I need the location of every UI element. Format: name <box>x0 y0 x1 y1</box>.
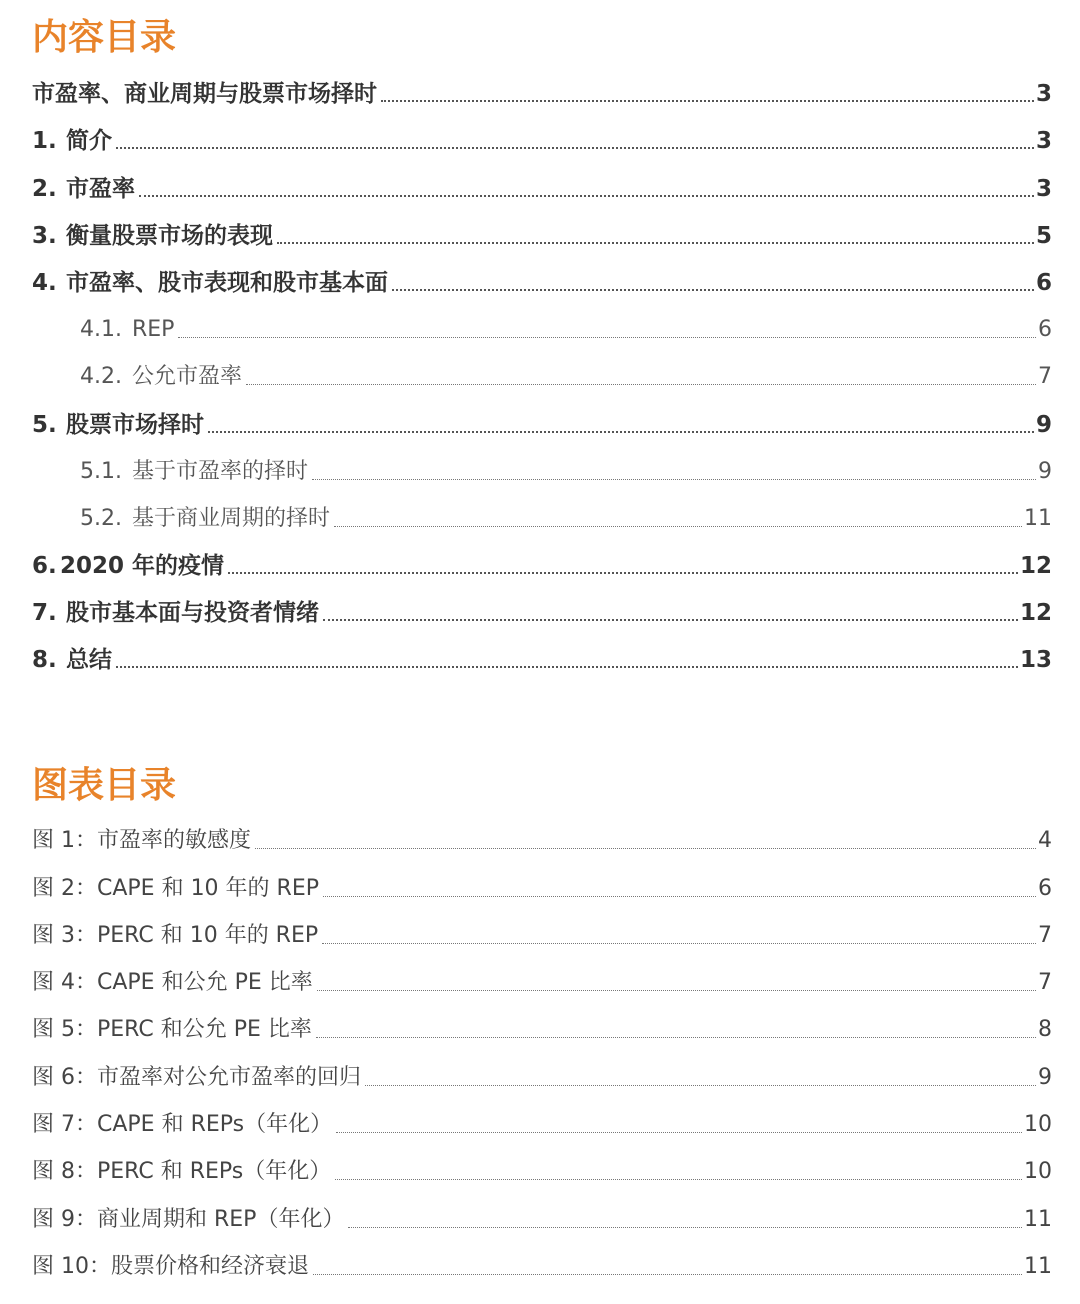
figure-title: CAPE 和 REPs（年化） <box>97 1112 333 1138</box>
toc-entry-page: 12 <box>1019 553 1052 580</box>
toc-entry-title: REP <box>132 317 175 343</box>
toc-entry[interactable] <box>32 259 1052 306</box>
dot-leader <box>335 1179 1022 1180</box>
dot-leader <box>228 572 1018 574</box>
toc-entry-page: 6 <box>1038 317 1052 343</box>
figure-page: 11 <box>1024 1253 1052 1279</box>
figure-entry[interactable] <box>32 1053 1052 1100</box>
figure-title: PERC 和公允 PE 比率 <box>97 1017 312 1043</box>
figure-title: PERC 和 10 年的 REP <box>97 922 319 948</box>
toc-entry-title: 市盈率、商业周期与股票市场择时 <box>32 81 377 108</box>
toc-entry-number: 8. <box>32 647 57 674</box>
toc-entry[interactable] <box>32 212 1052 259</box>
figure-label: 图 9： <box>32 1206 97 1232</box>
toc-entry-title: 市盈率 <box>66 175 135 202</box>
dot-leader <box>312 479 1036 480</box>
toc-entry-number: 4. <box>32 269 57 296</box>
figure-entry[interactable] <box>32 1243 1052 1290</box>
figure-label: 图 2： <box>32 875 97 901</box>
toc-entry-title: 2020 年的疫情 <box>60 553 225 580</box>
figure-title: 股票价格和经济衰退 <box>111 1253 310 1279</box>
dot-leader <box>392 289 1034 291</box>
dot-leader <box>178 337 1036 338</box>
figure-title: 商业周期和 REP（年化） <box>97 1206 345 1232</box>
figure-entry[interactable] <box>32 1195 1052 1242</box>
toc-entry[interactable] <box>32 117 1052 164</box>
toc-subentry[interactable] <box>32 448 1052 495</box>
toc-entry[interactable] <box>32 542 1052 589</box>
figure-title: 市盈率对公允市盈率的回归 <box>97 1064 362 1090</box>
figure-label: 图 5： <box>32 1017 97 1043</box>
figures-heading: 图表目录 <box>32 765 177 806</box>
dot-leader <box>336 1132 1022 1133</box>
toc-entry[interactable] <box>32 636 1052 683</box>
toc-entry-page: 3 <box>1035 175 1052 202</box>
figure-entry[interactable] <box>32 1101 1052 1148</box>
toc-subentry[interactable] <box>32 495 1052 542</box>
toc-entry-page: 9 <box>1035 411 1052 438</box>
dot-leader <box>116 147 1034 149</box>
figure-label: 图 6： <box>32 1064 97 1090</box>
dot-leader <box>381 100 1034 102</box>
toc-list <box>32 70 1052 683</box>
toc-entry-title: 总结 <box>66 647 112 674</box>
figure-page: 4 <box>1038 828 1052 854</box>
figure-label: 图 10： <box>32 1253 111 1279</box>
figure-entry[interactable] <box>32 864 1052 911</box>
dot-leader <box>323 619 1018 621</box>
toc-entry-title: 基于商业周期的择时 <box>132 505 331 531</box>
toc-entry-number: 7. <box>32 600 57 627</box>
toc-entry-number: 6. <box>32 553 57 580</box>
toc-subentry[interactable] <box>32 353 1052 400</box>
toc-entry[interactable] <box>32 164 1052 211</box>
dot-leader <box>208 431 1034 433</box>
dot-leader <box>348 1227 1022 1228</box>
toc-entry-page: 9 <box>1038 458 1052 484</box>
figure-page: 10 <box>1024 1159 1052 1185</box>
dot-leader <box>313 1274 1022 1275</box>
figure-title: CAPE 和 10 年的 REP <box>97 875 319 901</box>
dot-leader <box>246 384 1036 385</box>
figures-list <box>32 817 1052 1290</box>
figure-title: CAPE 和公允 PE 比率 <box>97 970 313 996</box>
figure-entry[interactable] <box>32 1006 1052 1053</box>
dot-leader <box>139 195 1034 197</box>
toc-entry-number: 5.1. <box>80 458 122 484</box>
dot-leader <box>323 896 1036 897</box>
toc-entry-number: 4.1. <box>80 317 122 343</box>
toc-subentry[interactable] <box>32 306 1052 353</box>
figure-page: 11 <box>1024 1206 1052 1232</box>
figure-entry[interactable] <box>32 1148 1052 1195</box>
toc-entry-page: 7 <box>1038 364 1052 390</box>
dot-leader <box>255 848 1036 849</box>
dot-leader <box>316 1037 1036 1038</box>
figure-page: 7 <box>1038 922 1052 948</box>
toc-entry-page: 12 <box>1019 600 1052 627</box>
toc-entry-title: 基于市盈率的择时 <box>132 458 309 484</box>
toc-entry-page: 6 <box>1035 269 1052 296</box>
figure-page: 10 <box>1024 1112 1052 1138</box>
figure-label: 图 1： <box>32 828 97 854</box>
toc-entry-number: 1. <box>32 128 57 155</box>
figure-label: 图 8： <box>32 1159 97 1185</box>
figure-page: 9 <box>1038 1064 1052 1090</box>
toc-entry-number: 5.2. <box>80 505 122 531</box>
toc-entry[interactable] <box>32 70 1052 117</box>
figure-label: 图 7： <box>32 1112 97 1138</box>
figure-title: PERC 和 REPs（年化） <box>97 1159 332 1185</box>
toc-entry-title: 衡量股票市场的表现 <box>66 222 273 249</box>
toc-entry-page: 3 <box>1035 81 1052 108</box>
dot-leader <box>322 943 1036 944</box>
figure-page: 7 <box>1038 970 1052 996</box>
dot-leader <box>365 1085 1036 1086</box>
toc-entry-page: 11 <box>1024 505 1052 531</box>
toc-entry-page: 13 <box>1019 647 1052 674</box>
toc-entry-number: 4.2. <box>80 364 122 390</box>
toc-entry-number: 2. <box>32 175 57 202</box>
toc-entry-title: 股票市场择时 <box>66 411 204 438</box>
dot-leader <box>277 242 1034 244</box>
figure-title: 市盈率的敏感度 <box>97 828 252 854</box>
toc-heading: 内容目录 <box>32 17 177 58</box>
figure-entry[interactable] <box>32 912 1052 959</box>
dot-leader <box>317 990 1036 991</box>
figure-page: 6 <box>1038 875 1052 901</box>
figure-label: 图 4： <box>32 970 97 996</box>
toc-entry-page: 3 <box>1035 128 1052 155</box>
toc-entry[interactable] <box>32 400 1052 447</box>
dot-leader <box>116 666 1018 668</box>
toc-entry-page: 5 <box>1035 222 1052 249</box>
toc-entry-number: 3. <box>32 222 57 249</box>
figure-entry[interactable] <box>32 959 1052 1006</box>
figure-entry[interactable] <box>32 817 1052 864</box>
toc-entry[interactable] <box>32 589 1052 636</box>
toc-entry-title: 公允市盈率 <box>132 364 243 390</box>
figure-label: 图 3： <box>32 922 97 948</box>
toc-entry-title: 市盈率、股市表现和股市基本面 <box>66 269 388 296</box>
toc-entry-number: 5. <box>32 411 57 438</box>
toc-entry-title: 股市基本面与投资者情绪 <box>66 600 319 627</box>
toc-entry-title: 简介 <box>66 128 112 155</box>
figure-page: 8 <box>1038 1017 1052 1043</box>
dot-leader <box>334 526 1022 527</box>
